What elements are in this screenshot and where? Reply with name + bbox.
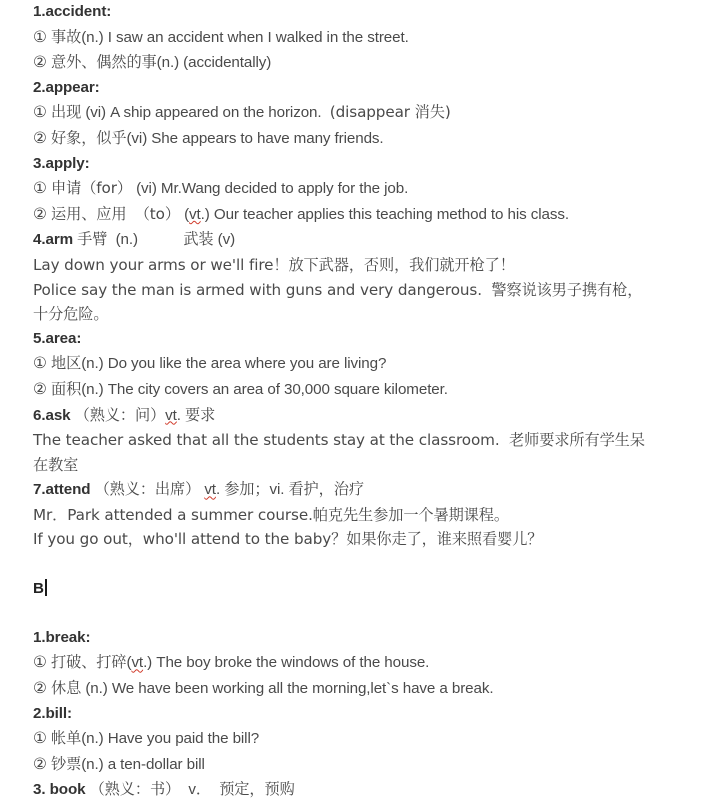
sense-example: The boy broke the windows of the house.	[156, 654, 430, 672]
entry-sense-break-2	[0, 676, 720, 702]
headword-pos-1: (n.)	[115, 231, 138, 249]
entry-headword-break: 1.break:	[33, 628, 91, 646]
sense-example: Our teacher applies this teaching method to his class.	[213, 205, 569, 223]
sense-preposition: （to）	[134, 204, 180, 223]
section-letter-b[interactable]	[0, 577, 720, 602]
spellcheck-misspelled-word: vt	[189, 205, 201, 223]
entry-sense-area-1	[0, 351, 720, 377]
sense-example: Mr.Wang decided to apply for the job.	[160, 180, 409, 198]
headword-chinese-1: 手臂	[77, 230, 108, 249]
entry-sense-area-2	[0, 377, 720, 403]
sense-pos: (n.)	[81, 730, 104, 748]
headword-chinese: 预定，预购	[219, 780, 295, 799]
headword-chinese: 要求	[185, 405, 216, 424]
text-cursor-caret	[45, 579, 47, 596]
entry-headword-appear: 2.appear:	[33, 78, 100, 96]
example-sentence: Mr．Park attended a summer course.帕克先生参加一个暑期课程。	[33, 505, 509, 524]
headword-gloss: （熟义：问）	[74, 405, 166, 424]
headword-pos-tail: .	[215, 481, 221, 499]
sense-note: (disappear 消失)	[329, 103, 451, 122]
entry-sense-bill-1	[0, 726, 720, 752]
sense-marker: ②	[33, 205, 47, 223]
headword-pos-2: vi.	[269, 481, 285, 499]
sense-marker: ①	[33, 654, 47, 672]
entry-headword-accident: 1.accident:	[33, 3, 112, 20]
spellcheck-misspelled-word: vt	[165, 406, 177, 424]
sense-chinese: 休息	[51, 679, 82, 698]
sense-pos: (n.)	[85, 680, 108, 698]
sense-example: I saw an accident when I walked in the street.	[107, 28, 409, 46]
sense-chinese: 打破、打碎	[51, 653, 127, 672]
sense-example: We have been working all the morning,let`s have a break.	[111, 680, 494, 698]
sense-pos: (n.)	[81, 355, 104, 373]
headword-gloss: （熟义：出席）	[94, 480, 201, 499]
entry-headword-attend	[0, 477, 720, 503]
headword-pos-2: (v)	[217, 231, 236, 249]
entry-headword-bill: 2.bill:	[33, 704, 72, 722]
headword-sense-1: 参加；	[224, 480, 270, 499]
entry-headword-area: 5.area:	[33, 329, 82, 347]
sense-chinese: 地区	[51, 354, 82, 373]
sense-example: a ten-dollar bill	[107, 755, 205, 773]
spellcheck-misspelled-word: vt	[204, 481, 216, 499]
sense-marker: ①	[33, 104, 47, 122]
sense-example: She appears to have many friends.	[151, 129, 384, 147]
spellcheck-misspelled-word: vt	[131, 654, 144, 672]
sense-pos: (n.)	[81, 755, 104, 773]
entry-headword-apply: 3.apply:	[33, 154, 90, 172]
entry-sense-break-1	[0, 650, 720, 676]
sense-example: The city covers an area of 30,000 square kilometer.	[107, 380, 448, 398]
sense-pos: (n.)	[81, 380, 104, 398]
sense-marker: ①	[33, 180, 47, 198]
example-sentence: The teacher asked that all the students stay at the classroom. 老师要求所有学生呆	[33, 431, 645, 450]
sense-chinese: 事故	[51, 27, 82, 46]
headword-number: 7.attend	[33, 481, 91, 499]
headword-chinese-2: 武装	[183, 230, 214, 249]
sense-pos-open: (	[184, 205, 190, 223]
headword-gloss: （熟义：书）	[89, 780, 181, 799]
blank-line	[0, 552, 720, 577]
example-sentence: Lay down your arms or we'll fire！放下武器，否则，我们就开枪了！	[33, 255, 515, 274]
headword-number: 6.ask	[33, 406, 71, 424]
entry-sense-apply-1	[0, 176, 720, 202]
entry-sense-bill-2	[0, 752, 720, 778]
example-sentence: Police say the man is armed with guns and very dangerous. 警察说该男子携有枪，	[33, 280, 643, 299]
headword-pos: v．	[188, 781, 211, 799]
sense-pos: (vi)	[126, 129, 148, 147]
sense-chinese: 运用、应用	[51, 204, 127, 223]
example-sentence-continuation: 十分危险。	[33, 305, 109, 324]
headword-number: 3. book	[33, 781, 86, 799]
blank-line	[0, 601, 720, 626]
entry-headword-ask	[0, 403, 720, 429]
sense-chinese: 面积	[51, 379, 82, 398]
sense-marker: ②	[33, 755, 47, 773]
entry-headword-book	[0, 777, 720, 803]
sense-pos: (n.)	[81, 28, 104, 46]
sense-marker: ①	[33, 28, 47, 46]
example-sentence-continuation: 在教室	[33, 455, 79, 474]
sense-marker: ②	[33, 380, 47, 398]
sense-pos-open: (	[126, 654, 132, 672]
sense-chinese: 申请	[51, 179, 82, 198]
sense-pos: (vi)	[85, 104, 107, 122]
entry-sense-apply-2	[0, 202, 720, 228]
sense-pos-tail: .)	[143, 654, 153, 672]
sense-marker: ①	[33, 730, 47, 748]
sense-example: Do you like the area where you are living?	[107, 355, 387, 373]
sense-marker: ②	[33, 680, 47, 698]
sense-chinese: 帐单	[51, 729, 82, 748]
entry-headword-arm	[0, 227, 720, 253]
example-sentence: If you go out，who'll attend to the baby？如果你走了，谁来照看婴儿？	[33, 530, 543, 549]
sense-example: Have you paid the bill?	[107, 730, 260, 748]
sense-example: A ship appeared on the horizon.	[110, 104, 322, 122]
headword-pos-tail: .	[176, 406, 181, 424]
sense-example: (accidentally)	[183, 54, 272, 72]
headword-number: 4.arm	[33, 231, 74, 249]
sense-chinese: 钞票	[51, 754, 82, 773]
section-letter-text: B	[33, 579, 44, 597]
headword-sense-2: 看护，治疗	[288, 480, 364, 499]
entry-sense-appear-2	[0, 126, 720, 152]
sense-chinese: 好象，似乎	[51, 128, 127, 147]
sense-preposition: （for）	[81, 179, 132, 198]
sense-chinese: 出现	[51, 103, 82, 122]
sense-pos: (n.)	[156, 54, 180, 72]
entry-sense-appear-1	[0, 100, 720, 126]
sense-marker: ①	[33, 355, 47, 373]
entry-sense-accident-2	[0, 50, 720, 76]
entry-sense-accident-1	[0, 25, 720, 51]
sense-chinese: 意外、偶然的事	[51, 53, 157, 72]
sense-pos: (vi)	[136, 180, 157, 198]
sense-marker: ②	[33, 129, 47, 147]
sense-marker: ②	[33, 54, 47, 72]
sense-pos-tail: .)	[200, 205, 210, 223]
